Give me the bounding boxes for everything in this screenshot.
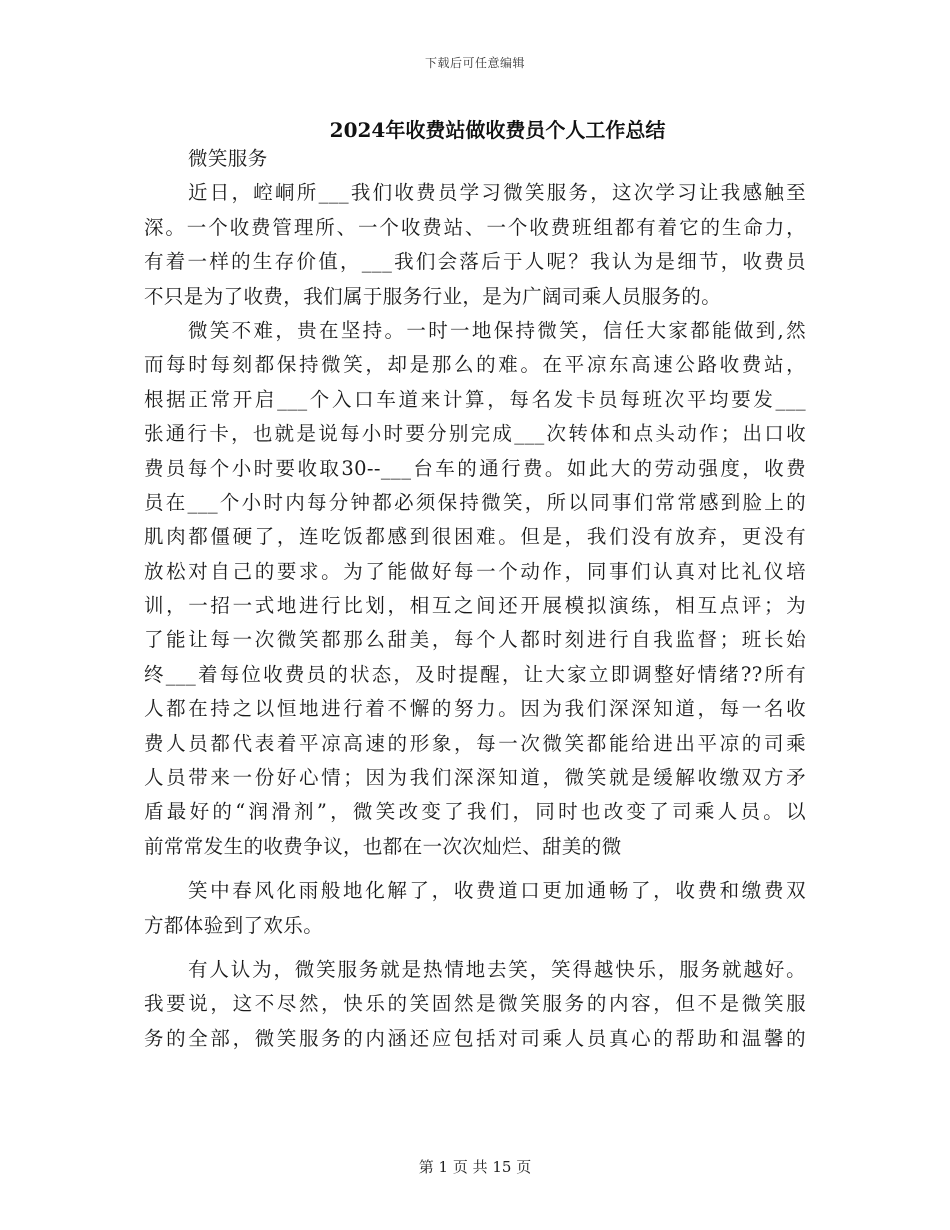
paragraph-line: 方都体验到了欢乐。 <box>144 913 324 937</box>
section-heading: 微笑服务 <box>188 147 268 170</box>
paragraph-line: 我要说，这不尽然，快乐的笑固然是微笑服务的内容，但不是微笑服 <box>144 992 806 1016</box>
paragraph-line: 笑中春风化雨般地化解了，收费道口更加通畅了，收费和缴费双 <box>188 879 806 903</box>
paragraph-line: 而每时每刻都保持微笑，却是那么的难。在平凉东高速公路收费站， <box>144 353 806 377</box>
page-number-footer: 第 1 页 共 15 页 <box>418 1158 532 1176</box>
paragraph-line: 有人认为，微笑服务就是热情地去笑，笑得越快乐，服务就越好。 <box>188 957 806 981</box>
paragraph-line: 放松对自己的要求。为了能做好每一个动作，同事们认真对比礼仪培 <box>144 559 806 583</box>
paragraph-line: 近日，崆峒所___我们收费员学习微笑服务，这次学习让我感触至 <box>188 181 806 205</box>
paragraph-line: 终___着每位收费员的状态，及时提醒，让大家立即调整好情绪??所有 <box>144 662 806 686</box>
header-note: 下载后可任意编辑 <box>424 56 525 70</box>
paragraph-line: 人都在持之以恒地进行着不懈的努力。因为我们深深知道，每一名收 <box>144 697 806 721</box>
paragraph-line: 盾最好的“润滑剂”，微笑改变了我们，同时也改变了司乘人员。以 <box>144 800 806 824</box>
paragraph-line: 根据正常开启___个入口车道来计算，每名发卡员每班次平均要发___ <box>144 387 806 411</box>
document-title: 2024年收费站做收费员个人工作总结 <box>329 118 666 142</box>
paragraph-line: 前常常发生的收费争议，也都在一次次灿烂、甜美的微 <box>144 834 622 858</box>
paragraph-line: 费人员都代表着平凉高速的形象，每一次微笑都能给进出平凉的司乘 <box>144 731 806 755</box>
paragraph-gap <box>144 864 806 874</box>
paragraph-line: 不只是为了收费，我们属于服务行业，是为广阔司乘人员服务的。 <box>144 284 722 308</box>
document-body <box>144 142 806 1056</box>
paragraph-line: 肌肉都僵硬了，连吃饭都感到很困难。但是，我们没有放弃，更没有 <box>144 525 806 549</box>
paragraph-line: 训，一招一式地进行比划，相互之间还开展模拟演练，相互点评；为 <box>144 594 806 618</box>
paragraph-line: 有着一样的生存价值，___我们会落后于人呢？我认为是细节，收费员 <box>144 250 806 274</box>
paragraph-line: 费员每个小时要收取30--___台车的通行费。如此大的劳动强度，收费 <box>144 456 806 480</box>
paragraph-gap <box>144 943 806 953</box>
paragraph-line: 张通行卡，也就是说每小时要分别完成___次转体和点头动作；出口收 <box>144 422 806 446</box>
paragraph-line: 人员带来一份好心情；因为我们深深知道，微笑就是缓解收缴双方矛 <box>144 766 806 790</box>
paragraph-line: 务的全部，微笑服务的内涵还应包括对司乘人员真心的帮助和温馨的 <box>144 1026 806 1050</box>
paragraph-line: 了能让每一次微笑都那么甜美，每个人都时刻进行自我监督；班长始 <box>144 628 806 652</box>
paragraph-line: 深。一个收费管理所、一个收费站、一个收费班组都有着它的生命力， <box>144 215 806 239</box>
paragraph-line: 微笑不难，贵在坚持。一时一地保持微笑，信任大家都能做到,然 <box>188 318 806 342</box>
paragraph-line: 员在___个小时内每分钟都必须保持微笑，所以同事们常常感到脸上的 <box>144 490 806 514</box>
